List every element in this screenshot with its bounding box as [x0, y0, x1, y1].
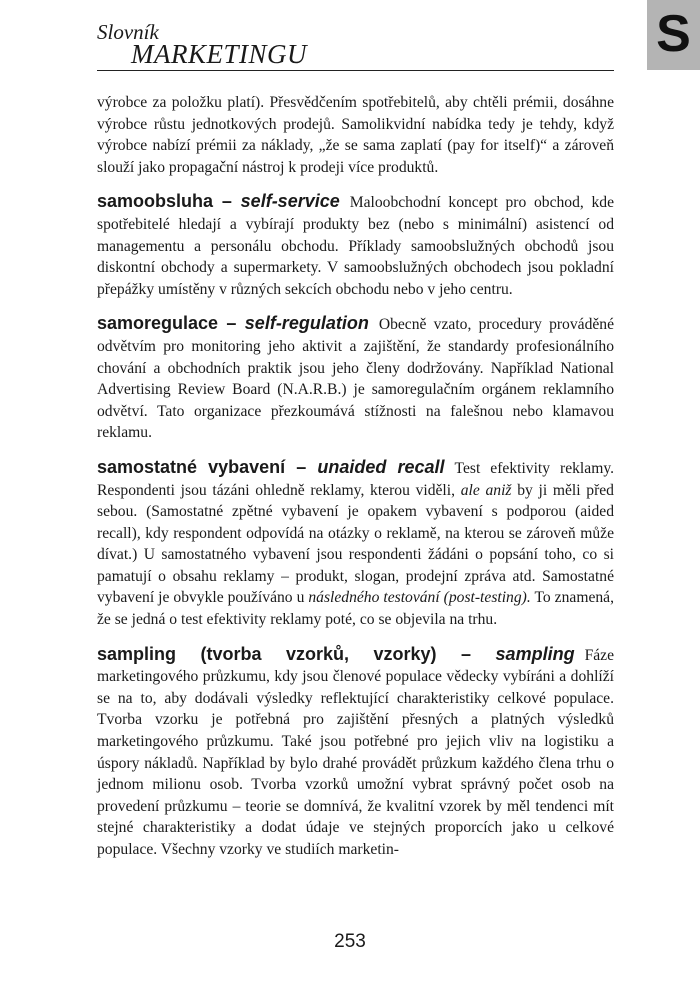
dictionary-body — [97, 92, 614, 874]
entry-dash: – — [213, 191, 241, 212]
entry-definition: Fáze marketingového průzkumu, kdy jsou členové populace vědecky vybíráni a dohlíží se na to, aby dodávali výsledky reflektující charakteristiky celkové populace. Tvorba vzorku je potřebná pro zajištění přesných a platných výsledků marketingového průzkumu. Také jsou potřebné pro jejich vliv na logistiku a úspory nákladů. Například by bylo drahé provádět průzkum každého člena trhu o jednom milionu osob. Tvorba vzorků umožní vybrat správný počet osob na provedení průzkumu – teorie se domnívá, že kvalitní vzorek by měl tendenci mít stejné charakteristiky a dodat údaje ve stejných proporcích jako u celkové populace. Všechny vzorky ve studiích marketin- — [97, 646, 614, 858]
entry-samostatne-vybaveni — [97, 457, 614, 631]
entry-sampling — [97, 644, 614, 861]
page-number: 253 — [334, 931, 366, 952]
entry-term: samostatné vybavení — [97, 456, 286, 477]
entry-definition: Maloobchodní koncept pro obchod, kde spotřebitelé hledají a vybírají produkty bez (nebo s minimální) asistencí od managementu a personálu obchodu. Příklady samoobslužných obchodů jsou diskontní obchody a supermarkety. V samoobslužných obchodech jsou pokladní přepážky umístěny v různých sekcích obchodu nebo v jeho centru. — [97, 194, 615, 298]
book-title: MARKETINGU — [131, 39, 307, 69]
entry-english-term: self-regulation — [244, 313, 369, 334]
entry-definition-part: To znamená, že se jedná o test efektivity reklamy poté, co se objevila na trhu. — [97, 589, 614, 629]
entry-term: samoregulace — [97, 313, 219, 334]
entry-dash: – — [436, 643, 496, 664]
section-letter: S — [656, 5, 691, 63]
book-subtitle: Slovník — [97, 20, 159, 44]
emphasis-text: ale aniž — [460, 481, 512, 499]
entry-samoobsluha — [97, 191, 614, 300]
entry-dash: – — [218, 313, 245, 334]
entry-term: samoobsluha — [97, 191, 214, 212]
entry-definition-part: Test efektivity reklamy. Respondenti jsou tázáni ohledně reklamy, kterou viděli, — [97, 459, 615, 499]
entry-term: sampling (tvorba vzorků, vzorky) — [97, 643, 437, 664]
entry-definition-part: by ji měli před sebou. (Samostatné zpětné vybavení je opakem vybavení s podporou (aided recall), kdy respondent odpovídá na otázky o reklamě, na kterou se zároveň může dívat.) U samostatného vybavení jsou respondenti žádáni o popsání toho, co si pamatují o obsahu reklamy – produkt, slogan, prodejní zpráva atd. Samostatné vybavení je obvykle používáno u — [97, 481, 614, 607]
section-letter-tab — [647, 0, 700, 70]
continuation-paragraph: výrobce za položku platí). Přesvědčením spotřebitelů, aby chtěli prémii, dosáhne výrobce růstu jednotkových prodejů. Samolikvidní nabídka tedy je tehdy, když výrobce nabízí prémii za náklady, „že se sama zaplatí (pay for itself)“ a zároveň slouží jako propagační nástroj k prodeji více produktů. — [97, 94, 614, 176]
entry-english-term: sampling — [495, 643, 575, 664]
entry-english-term: unaided recall — [317, 456, 445, 477]
entry-dash: – — [285, 456, 318, 477]
entry-definition: Obecně vzato, procedury prováděné odvětvím pro monitoring jeho aktivit a zajištění, že standardy profesionálního chování a obchodních praktik jsou jeho členy dodržovány. Například National Advertising Review Board (N.A.R.B.) je samoregulačním orgánem reklamního odvětví. Tato organizace přezkoumává stížnosti na falešnou nebo klamavou reklamu. — [97, 316, 615, 442]
entry-english-term: self-service — [240, 191, 340, 212]
header-rule — [97, 70, 614, 71]
entry-samoregulace — [97, 313, 614, 444]
cross-reference-link[interactable]: následného testování (post-testing). — [308, 589, 531, 607]
